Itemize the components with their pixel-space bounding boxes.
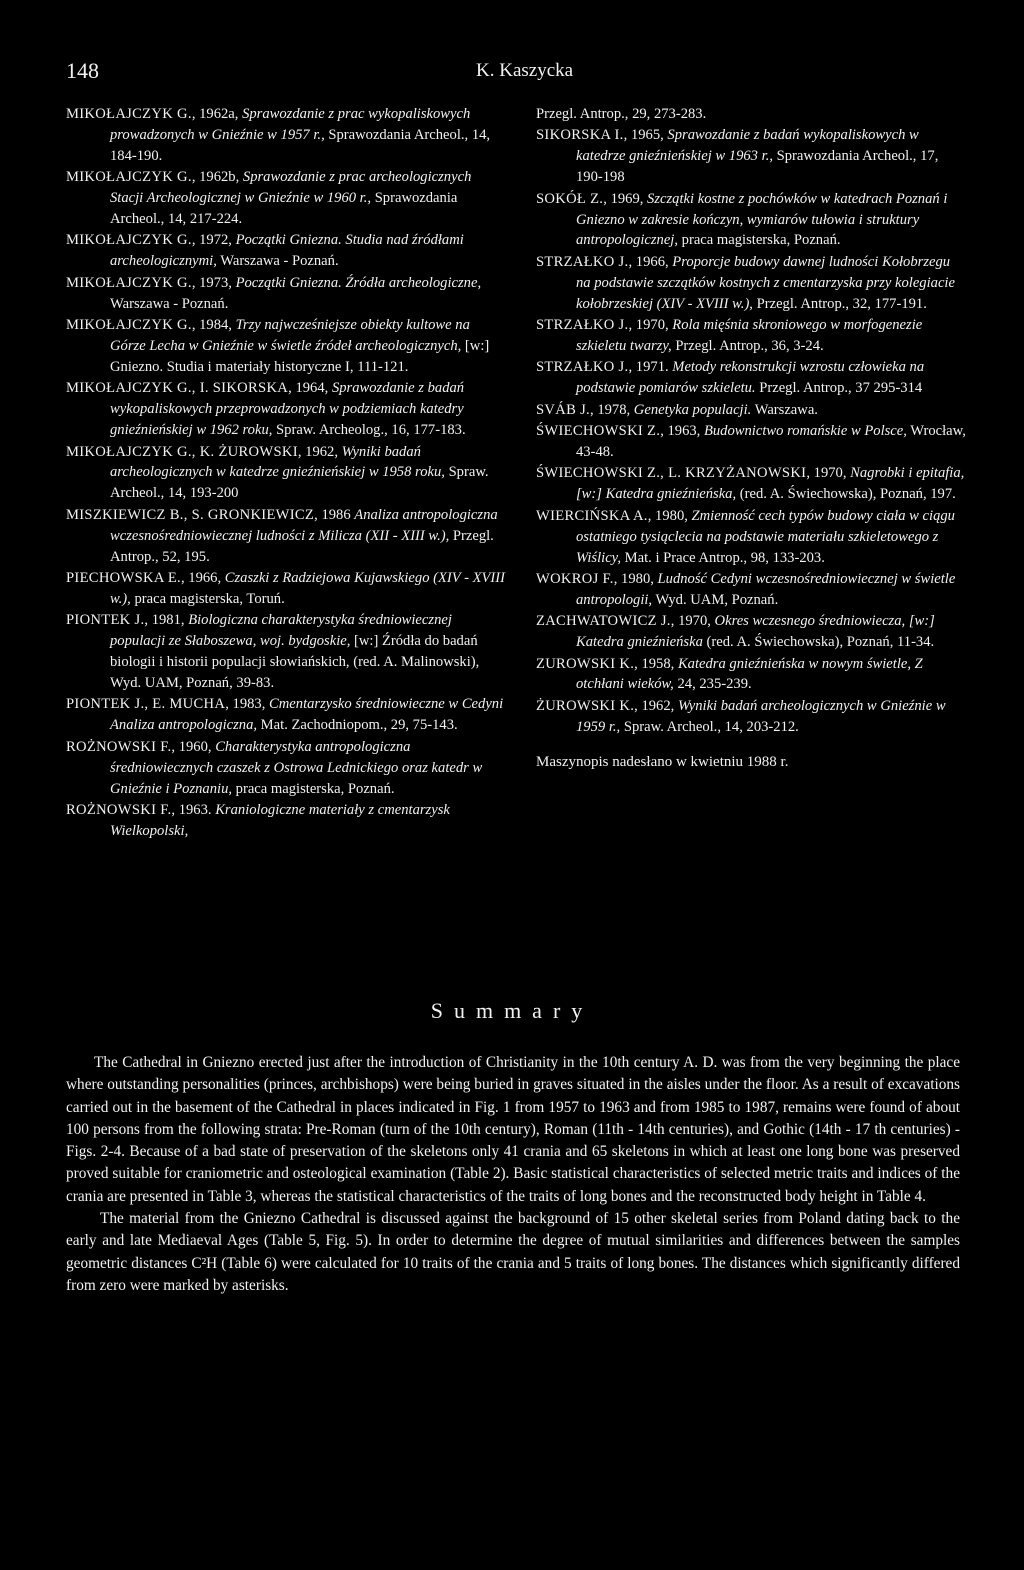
reference-entry [536,104,966,125]
reference-entry [536,696,966,738]
reference-meta: , 1980, [613,570,658,587]
reference-details: Warszawa - Poznań. [110,295,229,312]
reference-author: MIKOŁAJCZYK G. [66,169,192,186]
reference-meta: , 1962b, [191,169,243,186]
reference-entry [66,694,506,736]
reference-meta: , 1965, [623,127,668,144]
reference-title: Metody rekonstrukcji wzrostu człowieka na podstawie pomiarów szkieletu. [576,359,925,397]
reference-author: PIONTEK J., E. MUCHA [66,696,226,713]
reference-author: ZACHWATOWICZ J. [536,613,671,630]
reference-author: PIECHOWSKA E. [66,569,181,586]
summary-paragraph-2: The material from the Gniezno Cathedral is discussed against the background of 15 other skeletal series from Poland dating back to the early and late Mediaeval Ages (Table 5, Fig. 5). In order to determine the degree of mutual similarities and differences between the samples geometric distances C²H (Table 6) were calculated for 10 traits of the crania and 5 traits of long bones. The distances which significantly differed from zero were marked by asterisks. [66,1210,960,1294]
reference-meta: , 1970, [670,613,715,630]
reference-meta: , 1958, [634,655,678,672]
reference-details: Mat. Zachodniopom., 29, 75-143. [257,717,458,734]
reference-details: Spraw. Archeol., 14, 193-200 [110,464,489,502]
page-header [66,58,966,88]
reference-details: Przegl. Antrop., 29, 273-283. [536,106,707,122]
reference-meta: , 1980, [647,507,692,524]
reference-entry [66,568,506,610]
reference-title: Okres wczesnego średniowiecza, [w:] Katedra gnieźnieńska [576,613,935,651]
reference-title: Sprawozdanie z prac archeologicznych Stacji Archeologicznej w Gnieźnie w 1960 r., [110,169,472,207]
reference-meta: , 1984, [191,317,236,334]
reference-meta: , 1964, [288,380,332,397]
reference-meta: , 1970, [806,465,851,482]
reference-title: Początki Gniezna. Studia nad źródłami archeologicznymi, [110,232,464,270]
reference-author: STRZAŁKO J. [536,253,629,270]
reference-title: Sprawozdanie z badań wykopaliskowych przeprowadzonych w podziemiach katedry gnieźnieńskiej w 1962 roku, [110,380,465,439]
reference-title: Sprawozdanie z badań wykopaliskowych w katedrze gnieźnieńskiej w 1963 r., [576,127,919,165]
reference-entry [536,252,966,315]
reference-details: Spraw. Archeolog., 16, 177-183. [272,422,466,439]
reference-author: MIKOŁAJCZYK G. [66,317,192,334]
reference-meta: , 1978, [590,401,634,418]
reference-entry [536,569,966,611]
reference-title: Szczątki kostne z pochówków w katedrach Poznań i Gniezno w zakresie kończyn, wymiarów tułowia i struktury antropologicznej, [576,190,948,249]
reference-entry [66,737,506,800]
reference-details: Mat. i Prace Antrop., 98, 133-203. [621,549,825,566]
references-left-column [66,104,506,842]
reference-entry [536,611,966,653]
running-head: K. Kaszycka [476,60,574,81]
reference-title: Ludność Cedyni wczesnośredniowiecznej w świetle antropologii, [576,570,956,608]
reference-title: Początki Gniezna. Źródła archeologiczne, [235,274,482,291]
reference-entry [536,506,966,569]
reference-details: Warszawa - Poznań. [216,253,339,270]
reference-author: STRZAŁKO J. [536,359,629,376]
reference-details: [w:] Źródła do badań biologii i historii populacji słowiańskich, (red. A. Malinowski), Wyd. UAM, Poznań, 39-83. [110,633,480,691]
summary-heading: Summary [430,998,594,1023]
reference-author: MIKOŁAJCZYK G., I. SIKORSKA [66,380,289,397]
reference-details: 24, 235-239. [673,676,752,693]
reference-author: ZUROWSKI K. [536,655,635,672]
submission-note: Maszynopis nadesłano w kwietniu 1988 r. [536,753,789,770]
reference-author: ŻUROWSKI K. [536,697,635,714]
reference-author: MISZKIEWICZ B., S. GRONKIEWICZ [66,506,315,523]
reference-details: Wrocław, 43-48. [576,423,966,460]
reference-title: Czaszki z Radziejowa Kujawskiego (XIV - XVIII w.), [110,569,505,607]
reference-entry [536,125,966,188]
reference-title: Wyniki badań archeologicznych w Gnieźnie w 1959 r., [576,697,946,735]
reference-meta: , 1973, [191,274,236,291]
reference-meta: , 1970, [628,317,673,334]
reference-entry [66,505,506,568]
reference-author: WOKROJ F. [536,570,614,587]
reference-meta: , 1962, [297,443,342,460]
reference-author: STRZAŁKO J. [536,317,629,334]
reference-author: MIKOŁAJCZYK G. [66,232,192,249]
reference-title: Wyniki badań archeologicznych w katedrze gnieźnieńskiej w 1958 roku, [110,443,445,481]
reference-details: Sprawozdania Archeol., 14, 184-190. [110,126,491,164]
references-right-column [536,104,966,773]
reference-meta: , 1966, [628,253,673,270]
reference-details: praca magisterska, Toruń. [130,590,285,607]
reference-title: Trzy najwcześniejsze obiekty kultowe na Górze Lecha w Gnieźnie w świetle źródeł archeologicznych, [110,317,470,354]
reference-entry [536,421,966,463]
reference-title: Nagrobki i epitafia, [w:] Katedra gnieźnieńska, [576,465,965,503]
reference-author: ROŻNOWSKI F. [66,801,172,818]
reference-details: Spraw. Archeol., 14, 203-212. [620,718,799,735]
reference-details: Przegl. Antrop., 32, 177-191. [752,295,927,312]
reference-author: SVÁB J. [536,401,591,418]
reference-meta: , 1983, [225,696,270,713]
reference-details: Przegl. Antrop., 36, 3-24. [671,337,824,354]
reference-meta: , 1972, [191,232,236,249]
page-number: 148 [66,58,99,83]
reference-entry [66,315,506,378]
reference-title: Charakterystyka antropologiczna średniowiecznych czaszek z Ostrowa Lednickiego oraz katedr w Gnieźnie i Poznaniu, [110,738,483,797]
reference-meta: , 1986 [314,506,355,523]
reference-title: Katedra gnieźnieńska w nowym świetle, Z otchłani wieków, [576,655,923,693]
reference-details: praca magisterska, Poznań. [232,780,395,797]
reference-entry [536,189,966,252]
reference-entry [66,104,506,167]
reference-entry [536,400,966,421]
reference-meta: , 1960, [171,738,216,755]
reference-entry [66,610,506,694]
reference-details: Sprawozdania Archeol., 14, 217-224. [110,190,458,228]
reference-meta: , 1963. [171,801,216,818]
reference-title: Kraniologiczne materiały z cmentarzysk Wielkopolski, [110,801,450,839]
reference-details: Wyd. UAM, Poznań. [652,591,779,608]
reference-title: Budownictwo romańskie w Polsce, [703,423,907,440]
reference-author: SOKÓŁ Z. [536,190,604,207]
reference-title: Genetyka populacji. [633,401,752,418]
reference-author: ROŻNOWSKI F. [66,738,172,755]
reference-author: MIKOŁAJCZYK G. [66,274,192,291]
reference-entry [66,442,506,505]
reference-details: Przegl. Antrop., 52, 195. [110,527,494,565]
reference-meta: , 1963, [660,423,704,440]
reference-author: PIONTEK J. [66,612,145,629]
reference-entry [536,357,966,399]
reference-title: Rola mięśnia skroniowego w morfogenezie szkieletu twarzy, [576,317,923,354]
reference-meta: , 1971. [628,359,673,376]
reference-entry [66,378,506,441]
reference-author: WIERCIŃSKA A. [536,507,648,524]
reference-title: Cmentarzysko średniowieczne w Cedyni Analiza antropologiczna, [110,696,504,734]
reference-entry [536,315,966,357]
reference-details: (red. A. Świechowska), Poznań, 11-34. [702,634,935,651]
reference-entry [536,463,966,505]
reference-entry [66,273,506,315]
reference-title: Proporcje budowy dawnej ludności Kołobrzegu na podstawie szczątków kostnych z cmentarzyska przy kolegiacie kołobrzeskiej (XIV - XVIII w.), [576,253,955,312]
reference-title: Biologiczna charakterystyka średniowiecznej populacji ze Słaboszewa, woj. bydgoskie, [110,612,452,650]
reference-title: Zmienność cech typów budowy ciała w ciągu ostatniego tysiąclecia na podstawie materiału szkieletowego z Wiślicy, [576,507,955,566]
reference-details: (red. A. Świechowska), Poznań, 197. [736,486,956,503]
reference-meta: , 1962a, [191,106,243,122]
reference-title: Sprawozdanie z prac wykopaliskowych prowadzonych w Gnieźnie w 1957 r., [110,106,471,143]
reference-meta: , 1962, [634,697,678,714]
reference-meta: , 1981, [144,612,189,629]
reference-entry [66,230,506,272]
reference-entry [536,654,966,696]
reference-meta: , 1966, [180,569,225,586]
reference-author: ŚWIECHOWSKI Z. [536,423,661,440]
reference-author: MIKOŁAJCZYK G. [66,106,192,122]
reference-details: Przegl. Antrop., 37 295-314 [755,380,923,397]
reference-title: Analiza antropologiczna wczesnośredniowiecznej ludności z Milicza (XII - XIII w.), [110,506,498,544]
reference-author: SIKORSKA I. [536,127,624,144]
reference-author: MIKOŁAJCZYK G., K. ŻUROWSKI [66,443,298,460]
reference-details: Sprawozdania Archeol., 17, 190-198 [576,148,939,186]
summary-paragraph-1: The Cathedral in Gniezno erected just after the introduction of Christianity in the 10th century A. D. was from the very beginning the place where outstanding personalities (princes, archbishops) were being buried in graves situated in the aisles under the floor. As a result of excavations carried out in the basement of the Cathedral in places indicated in Fig. 1 from 1957 to 1963 and from 1985 to 1987, remains were found of about 100 persons from the following strata: Pre-Roman (turn of the 10th century), Roman (11th - 14th centuries), and Gothic (14th - 17 th centuries) - Figs. 2-4. Because of a bad state of preservation of the skeletons only 41 crania and 65 skeletons in which at least one long bone was preserved proved suitable for craniometric and osteological examination (Table 2). Basic statistical characteristics of selected metric traits and indices of the crania are presented in Table 3, whereas the statistical characteristics of the traits of long bones and the reconstructed body height in Table 4. [66,1054,960,1205]
reference-details: [w:] Gniezno. Studia i materiały historyczne I, 111-121. [110,337,490,375]
reference-meta: , 1969, [603,190,648,207]
reference-author: ŚWIECHOWSKI Z., L. KRZYŻANOWSKI [536,465,807,482]
reference-details: Warszawa. [751,401,818,418]
reference-details: praca magisterska, Poznań. [678,232,841,249]
summary-text [66,1052,960,1297]
reference-entry [66,167,506,230]
reference-entry [66,800,506,842]
